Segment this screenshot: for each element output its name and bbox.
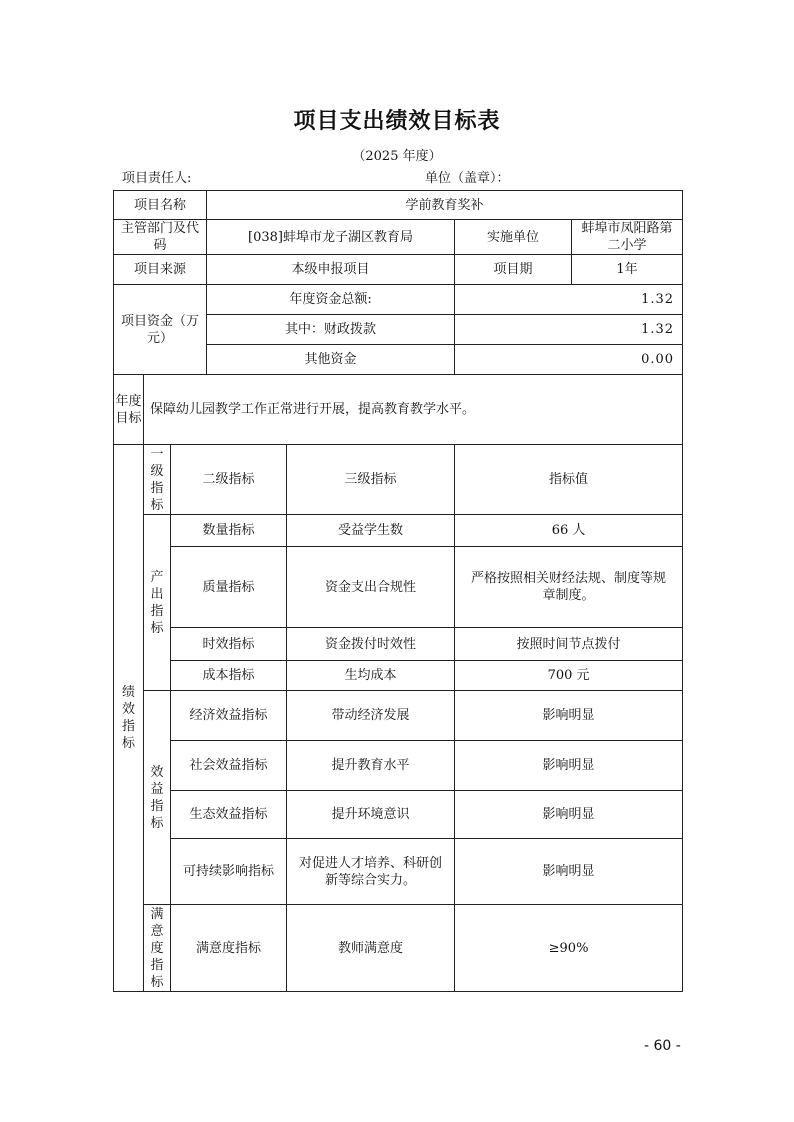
year-label: （2025 年度） (352, 149, 442, 164)
level2-cell: 可持续影响指标 (171, 839, 287, 905)
funds-fiscal-label: 其中：财政拨款 (207, 315, 455, 345)
table-row (114, 547, 683, 628)
funds-label: 项目资金（万元） (114, 285, 207, 375)
value-cell: 严格按照相关财经法规、制度等规章制度。 (455, 547, 683, 628)
responsible-label: 项目责任人: (122, 171, 192, 186)
level3-cell: 资金支出合规性 (287, 547, 455, 628)
funds-other-value: 0.00 (455, 345, 683, 375)
funds-other-label: 其他资金 (207, 345, 455, 375)
value-cell: ≥90% (455, 905, 683, 992)
value-cell: 700 元 (455, 661, 683, 691)
annual-goal-text: 保障幼儿园教学工作正常进行开展，提高教育教学水平。 (144, 375, 683, 445)
row-project-name (114, 191, 683, 220)
page-title: 项目支出绩效目标表 (293, 109, 501, 134)
period-label: 项目期 (455, 255, 572, 285)
impl-label: 实施单位 (455, 220, 572, 255)
level2-cell: 满意度指标 (171, 905, 287, 992)
performance-goal-table (113, 190, 683, 992)
level3-cell: 提升教育水平 (287, 741, 455, 791)
period-value: 1年 (572, 255, 683, 285)
header-level2: 二级指标 (171, 445, 287, 515)
row-annual-goal (114, 375, 683, 445)
project-name-label: 项目名称 (114, 191, 207, 220)
funds-fiscal-value: 1.32 (455, 315, 683, 345)
page-number: - 60 - (644, 1038, 681, 1054)
dept-label: 主管部门及代码 (114, 220, 207, 255)
source-label: 项目来源 (114, 255, 207, 285)
funds-total-label: 年度资金总额: (207, 285, 455, 315)
satisfaction-indicator-label: 满意度指标 (144, 905, 171, 992)
level2-cell: 数量指标 (171, 515, 287, 547)
row-source (114, 255, 683, 285)
header-level1: 一级指标 (144, 445, 171, 515)
impl-value: 蚌埠市凤阳路第二小学 (572, 220, 683, 255)
level2-cell: 质量指标 (171, 547, 287, 628)
value-cell: 66 人 (455, 515, 683, 547)
funds-total-value: 1.32 (455, 285, 683, 315)
level3-cell: 资金拨付时效性 (287, 628, 455, 661)
value-cell: 影响明显 (455, 691, 683, 741)
unit-stamp-label: 单位（盖章）： (425, 171, 510, 186)
source-value: 本级申报项目 (207, 255, 455, 285)
level2-cell: 生态效益指标 (171, 791, 287, 839)
dept-value: [038]蚌埠市龙子湖区教育局 (207, 220, 455, 255)
level3-cell: 生均成本 (287, 661, 455, 691)
row-funds-total (114, 285, 683, 315)
table-row (114, 741, 683, 791)
header-value: 指标值 (455, 445, 683, 515)
table-row (114, 691, 683, 741)
level2-cell: 经济效益指标 (171, 691, 287, 741)
level3-cell: 教师满意度 (287, 905, 455, 992)
value-cell: 影响明显 (455, 839, 683, 905)
level3-cell: 受益学生数 (287, 515, 455, 547)
annual-goal-label: 年度目标 (114, 375, 144, 445)
perf-label: 绩效指标 (114, 445, 144, 992)
value-cell: 按照时间节点拨付 (455, 628, 683, 661)
table-row (114, 628, 683, 661)
level2-cell: 成本指标 (171, 661, 287, 691)
value-cell: 影响明显 (455, 741, 683, 791)
table-row (114, 791, 683, 839)
benefit-indicator-label: 效益指标 (144, 691, 171, 905)
level3-cell: 对促进人才培养、科研创新等综合实力。 (287, 839, 455, 905)
level3-cell: 提升环境意识 (287, 791, 455, 839)
table-row (114, 905, 683, 992)
table-row (114, 515, 683, 547)
row-department (114, 220, 683, 255)
table-row (114, 839, 683, 905)
project-name-value: 学前教育奖补 (207, 191, 683, 220)
level2-cell: 社会效益指标 (171, 741, 287, 791)
output-indicator-label: 产出指标 (144, 515, 171, 691)
row-perf-header (114, 445, 683, 515)
value-cell: 影响明显 (455, 791, 683, 839)
level3-cell: 带动经济发展 (287, 691, 455, 741)
level2-cell: 时效指标 (171, 628, 287, 661)
header-level3: 三级指标 (287, 445, 455, 515)
table-row (114, 661, 683, 691)
